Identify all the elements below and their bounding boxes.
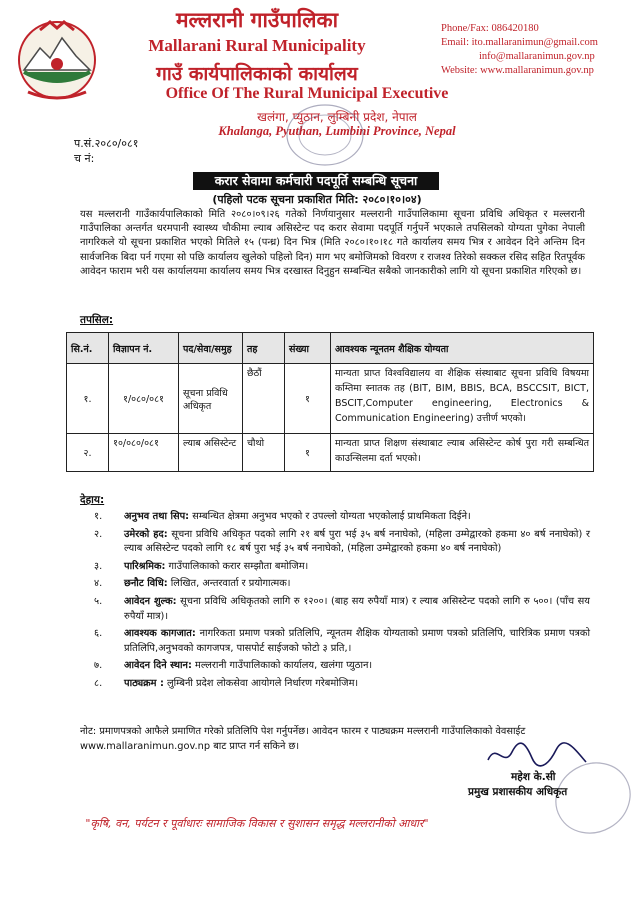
positions-table (66, 332, 594, 472)
item-text: मल्लरानी गाउँपालिकाको कार्यालय, खलंगा प्युठान। (191, 660, 373, 672)
col-header-post: पद/सेवा/समुह (179, 333, 243, 364)
phone-fax: Phone/Fax: 086420180 (441, 23, 539, 34)
col-header-level: तह (243, 333, 285, 364)
office-name-english: Office Of The Rural Municipal Executive (165, 85, 449, 102)
list-item: ६. आवश्यक कागजात: नागरिकता प्रमाण पत्रको प्रतिलिपि, न्यूनतम शैक्षिक योग्यताको प्रमाण पत्रको प्रतिलिपि, चारित्रिक प्रमाण पत्रको प्रतिलिपि,अनुभवको कागजपत्र, पासपोर्ट साईजको फोटो ३ प्रति,। (94, 628, 590, 654)
item-text: सूचना प्रविधि अधिकृतको लागि रु १२००। (बाह सय रुपैयाँ मात्र) र ल्याब असिस्टेन्ट पदको लागि रु ५००। (पाँच सय रुपैयाँ मात्र)। (124, 595, 590, 622)
cell-level: चौथो (243, 434, 285, 472)
cell-post: सूचना प्रविधि अधिकृत (179, 364, 243, 434)
signatory-name: महेश के.सी (511, 771, 556, 783)
item-label: पारिश्रमिक: (124, 560, 166, 572)
table-row (67, 364, 594, 434)
cell-qualification: मान्यता प्राप्त शिक्षण संस्थाबाट ल्याब असिस्टेन्ट कोर्ष पुरा गरी सम्बन्धित काउन्सिलमा दर्ता भएको। (331, 434, 594, 472)
cell-count: १ (285, 434, 331, 472)
office-stamp-icon (280, 100, 370, 170)
cell-sn: २. (67, 434, 109, 472)
cell-advert-no: १/०८०/०८१ (109, 364, 179, 434)
item-label: आवेदन शुल्क: (124, 595, 177, 607)
item-label: आवेदन दिने स्थान: (124, 660, 192, 672)
item-text: सम्बन्धित क्षेत्रमा अनुभव भएको र उपल्लो योग्यता भएकोलाई प्राथमिकता दिईने। (189, 511, 471, 522)
cell-level: छैठौं (243, 364, 285, 434)
list-item: ३. पारिश्रमिक: गाउँपालिकाको करार सम्झौता बमोजिम। (94, 560, 309, 572)
office-name-nepali: गाउँ कार्यपालिकाको कार्यालय (156, 63, 358, 85)
item-text: लिखित, अन्तरवार्ता र प्रयोगात्मक। (167, 578, 291, 590)
table-row (67, 434, 594, 472)
cell-post: ल्याब असिस्टेन्ट (179, 434, 243, 472)
address-nepali: खलंगा, प्युठान, लुम्बिनी प्रदेश, नेपाल (257, 110, 417, 124)
list-item: २. उमेरको हद: सूचना प्रविधि अधिकृत पदको लागि २१ बर्ष पुरा भई ३५ बर्ष ननाघेको, (महिला उम्मेद्वारको हकमा ४० बर्ष ननाघेको) र ल्याब असिस्टेन्ट पदको लागि १८ बर्ष पुरा भई ३५ बर्ष ननाघेको, (महिला उम्मेद्वारको हकमा ४० बर्ष ननाघेको) (94, 528, 590, 555)
reference-block (74, 136, 138, 166)
cell-qualification: मान्यता प्राप्त विश्वविद्यालय वा शैक्षिक संस्थाबाट सूचना प्रविधि विषयमा कम्तिमा स्नातक तह (BIT, BIM, BBIS, BCA, BSCCSIT, BICT, BSCIT,Computer engineering, Electronics & Communication Engineering) उत्तीर्ण भएको। (331, 364, 594, 434)
municipality-name-nepali: मल्लरानी गाउँपालिका (175, 8, 339, 32)
conditions-list (80, 510, 590, 695)
municipality-name-english: Mallarani Rural Municipality (148, 36, 366, 55)
item-label: पाठ्यक्रम : (124, 677, 164, 689)
dispatch-number: च नं: (74, 152, 95, 165)
notice-title: करार सेवामा कर्मचारी पदपूर्ति सम्बन्धि सूचना (193, 172, 439, 190)
list-item: ४. छनौट विधि: लिखित, अन्तरवार्ता र प्रयोगात्मक। (94, 578, 291, 590)
cell-sn: १. (67, 364, 109, 434)
reference-number: प.सं.२०८०/०८१ (74, 137, 139, 150)
footnote: नोट: प्रमाणपत्रको आफैले प्रमाणित गरेको प्रतिलिपि पेश गर्नुपर्नेछ। आवेदन फारम र पाठ्यक्रम मल्लरानी गाउँपालिकाको वेवसाईट www.mallaranimun.gov.np बाट प्राप्त गर्न सकिने छ। (80, 726, 526, 752)
website: Website: www.mallaranimun.gov.np (441, 65, 594, 76)
list-item: ५. आवेदन शुल्क: सूचना प्रविधि अधिकृतको लागि रु १२००। (बाह सय रुपैयाँ मात्र) र ल्याब असिस्टेन्ट पदको लागि रु ५००। (पाँच सय रुपैयाँ मात्र)। (94, 595, 590, 622)
col-header-sn: सि.नं. (67, 333, 109, 364)
item-label: छनौट विधि: (124, 578, 168, 590)
list-item: १. अनुभव तथा सिप: सम्बन्धित क्षेत्रमा अनुभव भएको र उपल्लो योग्यता भएकोलाई प्राथमिकता दिईने। (94, 511, 471, 522)
table-header-row (67, 333, 594, 364)
list-item: ८. पाठ्यक्रम : लुम्बिनी प्रदेश लोकसेवा आयोगले निर्धारण गरेबमोजिम। (94, 677, 359, 689)
signatory-title: प्रमुख प्रशासकीय अधिकृत (468, 786, 568, 798)
notice-subtitle: (पहिलो पटक सूचना प्रकाशित मिति: २०८०।१०।०४) (212, 193, 422, 206)
item-text: सूचना प्रविधि अधिकृत पदको लागि २१ बर्ष पुरा भई ३५ बर्ष ननाघेको, (महिला उम्मेद्वारको हकमा ४० बर्ष ननाघेको) र ल्याब असिस्टेन्ट पदको लागि १८ बर्ष पुरा भई ३५ बर्ष ननाघेको, (महिला उम्मेद्वारको हकमा ४० बर्ष ननाघेको) (124, 528, 590, 555)
list-item: ७. आवेदन दिने स्थान: मल्लरानी गाउँपालिकाको कार्यालय, खलंगा प्युठान। (94, 660, 373, 672)
item-text: नागरिकता प्रमाण पत्रको प्रतिलिपि, न्यूनतम शैक्षिक योग्यताको प्रमाण पत्रको प्रतिलिपि, चारित्रिक प्रमाण पत्रको प्रतिलिपि,अनुभवको कागजपत्र, पासपोर्ट साईजको फोटो ३ प्रति,। (124, 628, 590, 654)
item-label: आवश्यक कागजात: (124, 628, 196, 640)
details-heading: तपसिल: (80, 314, 114, 326)
item-label: उमेरको हद: (124, 528, 168, 540)
conditions-heading: देहाय: (80, 494, 105, 506)
cell-count: १ (285, 364, 331, 434)
email-primary: Email: ito.mallaranimun@gmail.com (441, 37, 598, 48)
footer-slogan: "कृषि, वन, पर्यटन र पूर्वाधारः सामाजिक विकास र सुशासन समृद्ध मल्लरानीको आधार" (85, 817, 429, 830)
col-header-qualification: आवश्यक न्यूनतम शैक्षिक योग्यता (331, 333, 594, 364)
item-text: लुम्बिनी प्रदेश लोकसेवा आयोगले निर्धारण गरेबमोजिम। (163, 677, 359, 689)
col-header-advert-no: विज्ञापन नं. (109, 333, 179, 364)
email-secondary: info@mallaranimun.gov.np (479, 51, 595, 62)
cell-advert-no: १०/०८०/०८१ (109, 434, 179, 472)
col-header-count: संख्या (285, 333, 331, 364)
notice-body: यस मल्लरानी गाउँकार्यपालिकाको मिति २०८०।०९।२६ गतेको निर्णयानुसार मल्लरानी गाउँपालिकामा सूचना प्रविधि अधिकृत र मल्लरानी गाउँपालिका अन्तर्गत धरमपानी स्वास्थ्य चौकीमा ल्याब असिस्टेन्ट पद करार सेवामा पदपूर्ति गर्नुपर्ने भएकाले तपसिलको योग्यता पुगेका नेपाली नागरिकले यो सूचना प्रकाशित भएको मितिले १५ (पन्ध्र) दिन भित्र (मिति २०८०।१०।१८ गते कार्यालय समय भित्र र आवेदन दिने अन्तिम दिन सार्वजनिक बिदा पर्न गएमा सो पछि कार्यालय खुलेको पहिलो दिन) माग भए बमोजिमको विवरण र राजश्व तिरेको सक्कल रसिद सहित रितपूर्वक आवेदन फाराम भरी यस कार्यालयमा कार्यालय समय भित्र दरखास्त दिनुहुन सम्बन्धित सबैको जानकारीको लागि यो सूचना प्रकाशित गरिएको छ। (80, 209, 585, 277)
item-label: अनुभव तथा सिप: (124, 511, 190, 522)
contact-block (441, 22, 598, 78)
item-text: गाउँपालिकाको करार सम्झौता बमोजिम। (165, 560, 309, 572)
address-english: Khalanga, Pyuthan, Lumbini Province, Nepal (218, 124, 456, 138)
